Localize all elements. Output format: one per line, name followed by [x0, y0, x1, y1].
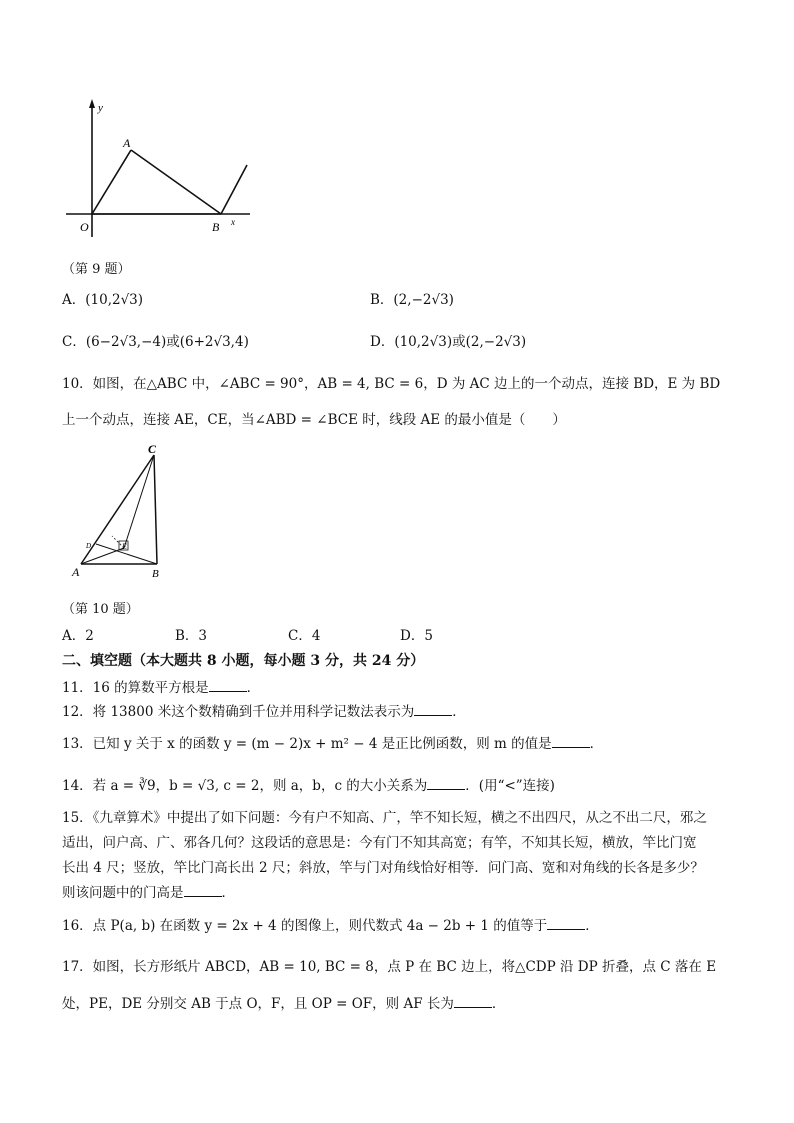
q14-text: 14．若 a = ∛9，b = √3, c = 2，则 a，b，c 的大小关系为 [62, 778, 428, 794]
q10-option-c: C．4 [288, 628, 321, 644]
q12-answer-blank[interactable] [414, 703, 452, 716]
figure-10 [62, 440, 182, 585]
q10-option-d: D．5 [400, 628, 433, 644]
label-e: E [122, 542, 127, 551]
figure-9-caption: （第 9 题） [62, 262, 131, 277]
q12-end: ． [452, 704, 466, 720]
y-axis-arrow [89, 99, 95, 108]
q9-option-d: D．(10,2√3)或(2,−2√3) [370, 334, 527, 350]
segment-bc [154, 455, 157, 564]
q15-line-3: 长出 4 尺；竖放，竿比门高长出 2 尺；斜放，竿与门对角线恰好相等．问门高、宽和对角线的长各是多少？ [62, 860, 704, 876]
q15-end: ． [221, 885, 235, 901]
q12 [62, 700, 466, 720]
q13-text: 13．已知 y 关于 x 的函数 y = (m − 2)x + m² − 4 是正比例函数，则 m 的值是 [62, 736, 552, 752]
label-y: y [98, 102, 103, 114]
q15-line-4-text: 则该问题中的门高是 [62, 885, 184, 901]
label-c: C [148, 442, 157, 456]
q15-line-4 [62, 881, 235, 901]
q17-end: ． [491, 996, 506, 1012]
q9-option-c: C．(6−2√3,−4)或(6+2√3,4) [62, 334, 249, 350]
q10-option-a: A．2 [62, 628, 94, 644]
q14 [62, 774, 555, 794]
q16-end: ． [585, 918, 599, 934]
q13-answer-blank[interactable] [552, 735, 590, 748]
figure-10-caption: （第 10 题） [62, 602, 139, 617]
q11-text: 11．16 的算数平方根是 [62, 680, 209, 696]
label-a: A [72, 565, 80, 579]
q13-end: ． [589, 736, 604, 752]
q10-line-1: 10．如图，在△ABC 中，∠ABC = 90°，AB = 4, BC = 6，D 为 AC 边上的一个动点，连接 BD，E 为 BD [62, 376, 721, 392]
q9-option-b: B．(2,−2√3) [370, 292, 454, 308]
q17-answer-blank[interactable] [454, 995, 492, 1008]
label-b: B [212, 220, 220, 234]
q17-line-1: 17．如图，长方形纸片 ABCD，AB = 10, BC = 8，点 P 在 BC 边上，将△CDP 沿 DP 折叠，点 C 落在 E [62, 959, 717, 975]
q15-line-1: 15．《九章算术》中提出了如下问题：今有户不知高、广，竿不知长短，横之不出四尺，从之不出二尺，邪之 [62, 810, 707, 826]
q10-line-2: 上一个动点，连接 AE，CE，当∠ABD = ∠BCE 时，线段 AE 的最小值是（ ） [62, 412, 566, 428]
label-x: x [231, 217, 235, 227]
q17-line-2-text: 处，PE，DE 分别交 AB 于点 O，F，且 OP = OF，则 AF 长为 [62, 996, 454, 1012]
q9-option-a: A．(10,2√3) [62, 292, 144, 308]
q16-text: 16．点 P(a, b) 在函数 y = 2x + 4 的图像上，则代数式 4a − 2b + 1 的值等于 [62, 918, 548, 934]
label-a: A [123, 136, 131, 150]
q15-answer-blank[interactable] [184, 884, 222, 897]
q10-option-b: B．3 [175, 628, 208, 644]
q11 [62, 676, 260, 696]
segment-ae [81, 548, 124, 564]
segment-ab [131, 150, 221, 214]
segment-ce [124, 455, 154, 548]
q11-answer-blank[interactable] [209, 679, 247, 692]
segment-ac [81, 455, 154, 564]
label-b: B [152, 568, 159, 580]
q13 [62, 732, 603, 752]
section-2-title: 二、填空题（本大题共 8 小题，每小题 3 分，共 24 分） [62, 653, 425, 669]
partial-line [221, 165, 247, 214]
q15-line-2: 适出，问户高、广、邪各几何？这段话的意思是：今有门不知其高宽；有竿，不知其长短，横放，竿比门宽 [62, 835, 697, 851]
figure-9 [60, 95, 260, 245]
q17-line-2 [62, 992, 505, 1012]
q14-end: ．(用“<”连接) [465, 778, 555, 794]
segment-oa [92, 150, 131, 214]
label-d: D [86, 542, 92, 550]
q16 [62, 914, 599, 934]
q12-text: 12．将 13800 米这个数精确到千位并用科学记数法表示为 [62, 704, 415, 720]
q16-answer-blank[interactable] [547, 917, 585, 930]
q11-end: ． [246, 680, 261, 696]
q14-answer-blank[interactable] [427, 777, 465, 790]
label-o: O [80, 220, 89, 234]
